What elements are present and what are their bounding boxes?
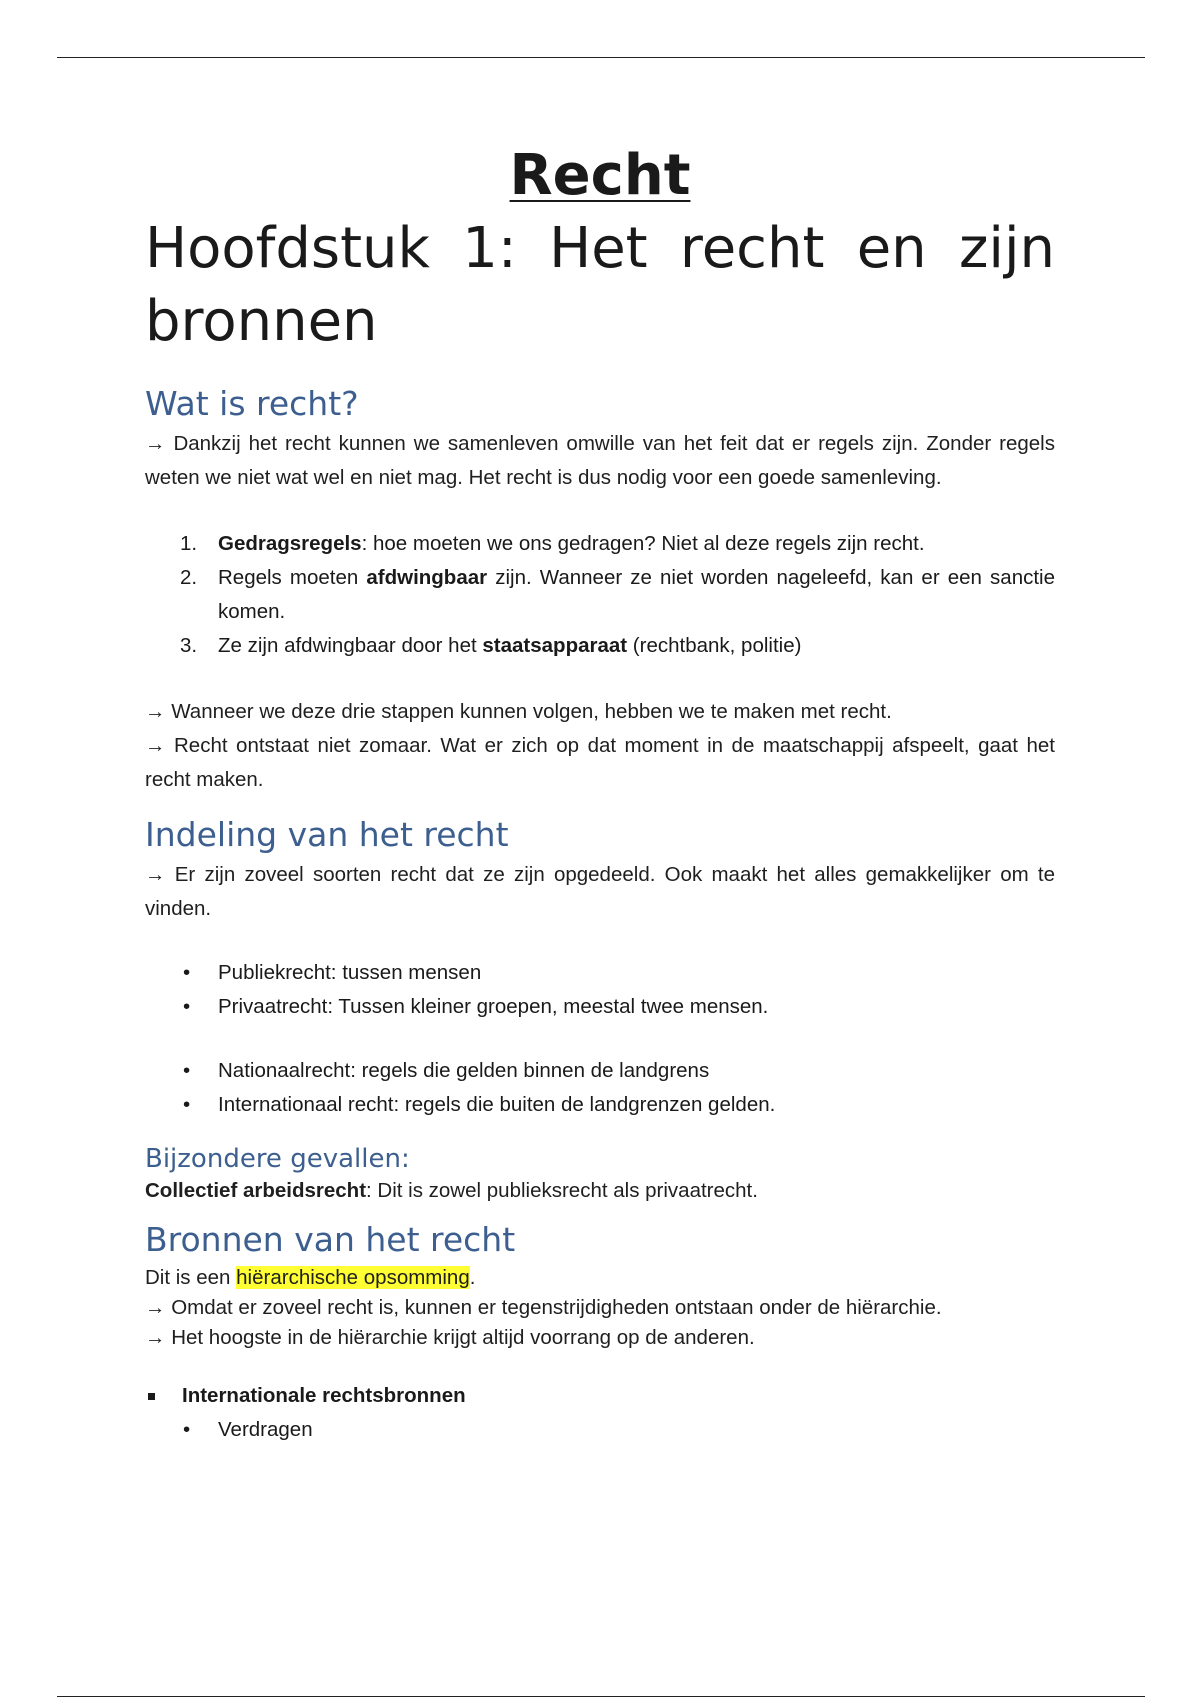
bullet-list-1 [145,956,1055,1024]
list-item [145,629,1055,663]
section1-note-1 [145,695,1055,729]
intro-text: . [469,1266,476,1289]
section4-note-1 [145,1293,1055,1323]
square-bullet-icon [148,1393,155,1400]
list-item [145,561,1055,629]
section-heading-bronnen: Bronnen van het recht [145,1220,516,1259]
list-text: Verdragen [218,1418,313,1441]
section1-intro [145,427,1055,495]
arrow-icon: → [145,700,166,723]
section3-text [145,1176,1055,1206]
list-item [145,1413,1055,1447]
intro-text: Dit is een [145,1266,237,1289]
note-text: Het hoogste in de hiërarchie krijgt altijd voorrang op de anderen. [171,1326,755,1349]
section4-note-2 [145,1323,1055,1353]
list-item [145,527,1055,561]
note-text: Omdat er zoveel recht is, kunnen er tegenstrijdigheden ontstaan onder de hiërarchie. [171,1296,942,1319]
bullet-icon: • [183,995,191,1018]
list-text: Publiekrecht: tussen mensen [218,961,482,984]
list-number: 1. [180,532,198,555]
square-bullet-list [145,1379,1055,1413]
list-item [145,1088,1055,1122]
bullet-icon: • [183,961,191,984]
numbered-list [145,527,1055,663]
list-text: Internationaal recht: regels die buiten de landgrenzen gelden. [218,1093,776,1116]
highlighted-text: hiërarchische opsomming [236,1266,470,1289]
section2-intro-text: Er zijn zoveel soorten recht dat ze zijn opgedeeld. Ook maakt het alles gemakkelijker om te vinden. [145,863,1055,920]
footer-rule [57,1696,1145,1697]
section3-body: : Dit is zowel publieksrecht als privaatrecht. [366,1179,758,1202]
list-item [145,1054,1055,1088]
list-text: Regels moeten [218,566,367,589]
document-title: Recht [509,143,691,208]
note-text: Recht ontstaat niet zomaar. Wat er zich op dat moment in de maatschappij afspeelt, gaat het recht maken. [145,734,1055,791]
bold-term: afdwingbaar [366,566,488,589]
arrow-icon: → [145,1326,166,1349]
arrow-icon: → [145,1296,166,1319]
list-text: Ze zijn afdwingbaar door het [218,634,483,657]
section1-intro-text: Dankzij het recht kunnen we samenleven omwille van het feit dat er regels zijn. Zonder regels weten we niet wat wel en niet mag. Het recht is dus nodig voor een goede samenleving. [145,432,1055,489]
bold-term: staatsapparaat [482,634,628,657]
arrow-icon: → [145,863,166,886]
list-number: 2. [180,566,198,589]
bullet-list-2 [145,1054,1055,1122]
note-text: Wanneer we deze drie stappen kunnen volgen, hebben we te maken met recht. [171,700,892,723]
bold-term: Collectief arbeidsrecht [145,1179,367,1202]
bullet-icon: • [183,1093,191,1116]
section2-intro [145,858,1055,926]
list-text: Nationaalrecht: regels die gelden binnen de landgrens [218,1059,710,1082]
arrow-icon: → [145,432,166,455]
list-item [145,990,1055,1024]
section1-note-2 [145,729,1055,797]
list-item [145,1379,1055,1413]
bullet-icon: • [183,1418,191,1441]
header-rule [57,57,1145,58]
sub-bullet-list [145,1413,1055,1447]
list-number: 3. [180,634,198,657]
list-item [145,956,1055,990]
list-text: Privaatrecht: Tussen kleiner groepen, meestal twee mensen. [218,995,769,1018]
list-text: (rechtbank, politie) [627,634,802,657]
bullet-icon: • [183,1059,191,1082]
section-heading-indeling: Indeling van het recht [145,815,509,854]
list-text: Internationale rechtsbronnen [182,1384,466,1407]
section4-intro [145,1263,1055,1293]
section-heading-bijzondere: Bijzondere gevallen: [145,1144,410,1174]
section-heading-wat-is-recht: Wat is recht? [145,384,359,423]
list-text: zijn. Wanneer ze niet worden nageleefd, kan er een sanctie komen. [218,566,1055,623]
chapter-heading: Hoofdstuk 1: Het recht en zijn bronnen [145,216,1055,354]
bold-term: Gedragsregels [218,532,362,555]
arrow-icon: → [145,734,166,757]
list-text: : hoe moeten we ons gedragen? Niet al deze regels zijn recht. [361,532,925,555]
document-page [145,140,1055,1447]
